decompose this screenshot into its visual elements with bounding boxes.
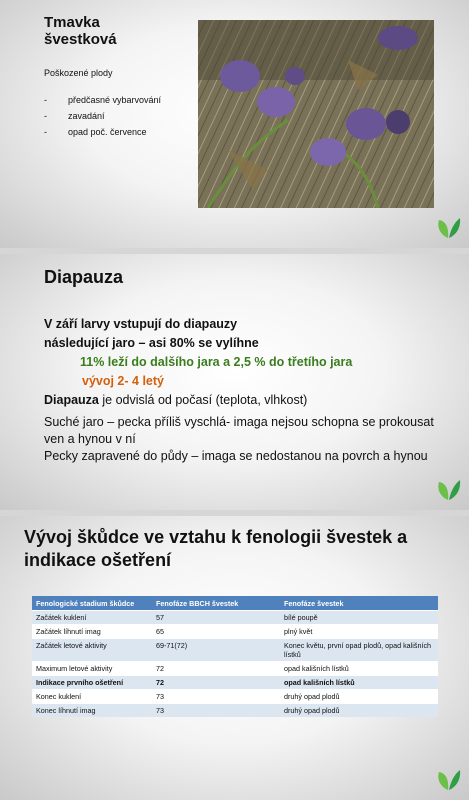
table-cell: plný květ bbox=[280, 625, 438, 639]
table-cell: bílé poupě bbox=[280, 611, 438, 625]
table-cell: druhý opad plodů bbox=[280, 690, 438, 704]
table-row bbox=[32, 611, 438, 625]
text-paragraph: Pecky zapravené do půdy – imaga se nedostanou na povrch a hynou bbox=[44, 449, 428, 463]
symptom-list bbox=[44, 92, 161, 140]
table-cell: Indikace prvního ošetření bbox=[32, 676, 152, 690]
slide-title: Diapauza bbox=[44, 267, 124, 287]
table-row bbox=[32, 625, 438, 639]
table-row bbox=[32, 639, 438, 662]
slide-diapauza bbox=[0, 254, 469, 510]
text-line-green: 11% leží do dalšího jara a 2,5 % do třetího jara bbox=[80, 355, 353, 369]
table-row bbox=[32, 704, 438, 718]
list-item: - opad poč. července bbox=[44, 127, 147, 137]
slide-vyvoj-skudce bbox=[0, 516, 469, 800]
table-cell: Konec kuklení bbox=[32, 690, 152, 704]
table-row bbox=[32, 690, 438, 704]
slide-tmavka bbox=[0, 0, 469, 248]
table-cell: Začátek líhnutí imag bbox=[32, 625, 152, 639]
title-line-2: švestková bbox=[44, 31, 117, 48]
table-cell: 72 bbox=[152, 676, 280, 690]
table-cell: Začátek letové aktivity bbox=[32, 639, 152, 662]
table-cell: 73 bbox=[152, 690, 280, 704]
column-header: Fenologické stadium škůdce bbox=[32, 596, 152, 611]
table-cell: Začátek kuklení bbox=[32, 611, 152, 625]
title-line-1: Tmavka bbox=[44, 14, 100, 31]
table-cell: opad kališních lístků bbox=[280, 676, 438, 690]
table-cell: opad kališních lístků bbox=[280, 662, 438, 676]
text-line: Diapauza je odvislá od počasí (teplota, vlhkost) bbox=[44, 393, 308, 407]
slide-title bbox=[44, 14, 117, 48]
table-cell: 69-71(72) bbox=[152, 639, 280, 662]
table-cell: Maximum letové aktivity bbox=[32, 662, 152, 676]
table-cell: druhý opad plodů bbox=[280, 704, 438, 718]
table-row-highlight bbox=[32, 676, 438, 690]
table-cell: 72 bbox=[152, 662, 280, 676]
slide-title: Vývoj škůdce ve vztahu k fenologii švestek a indikace ošetření bbox=[24, 527, 408, 570]
table-cell: 57 bbox=[152, 611, 280, 625]
damaged-plums-photo bbox=[198, 20, 434, 208]
subtitle: Poškozené plody bbox=[44, 68, 113, 78]
leaf-logo-icon bbox=[435, 766, 461, 792]
text-paragraph: Suché jaro – pecka příliš vyschlá- imaga nejsou schopna se prokousat ven a hynou v ní bbox=[44, 415, 434, 446]
column-header: Fenofáze BBCH švestek bbox=[152, 596, 280, 611]
table-cell: Konec líhnutí imag bbox=[32, 704, 152, 718]
list-item: - zavadání bbox=[44, 111, 105, 121]
table-cell: 73 bbox=[152, 704, 280, 718]
table-row bbox=[32, 662, 438, 676]
leaf-logo-icon bbox=[435, 214, 461, 240]
phenology-table bbox=[32, 596, 438, 717]
leaf-logo-icon bbox=[435, 476, 461, 502]
table-cell: 65 bbox=[152, 625, 280, 639]
text-line-orange: vývoj 2- 4 letý bbox=[82, 374, 164, 388]
text-line: V září larvy vstupují do diapauzy bbox=[44, 317, 238, 331]
table-header-row bbox=[32, 596, 438, 611]
text-line: následující jaro – asi 80% se vylíhne bbox=[44, 336, 259, 350]
list-item: - předčasné vybarvování bbox=[44, 95, 162, 105]
table-cell: Konec květu, první opad plodů, opad kališních lístků bbox=[280, 639, 438, 662]
column-header: Fenofáze švestek bbox=[280, 596, 438, 611]
